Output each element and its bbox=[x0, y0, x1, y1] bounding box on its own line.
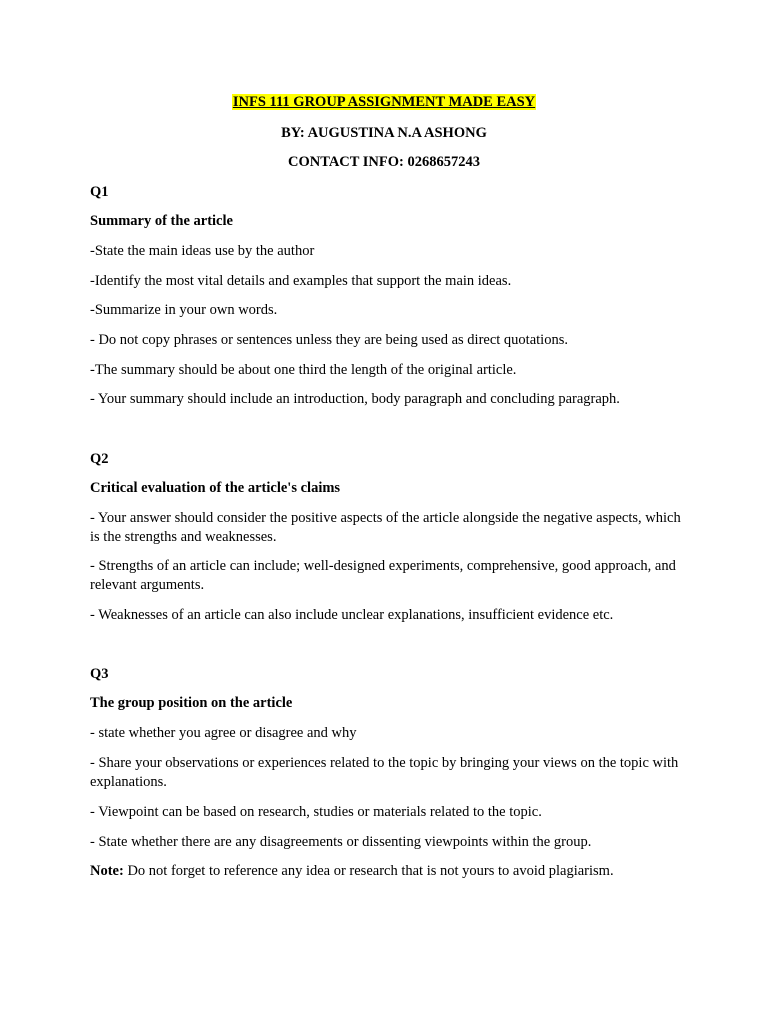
q1-point: - Do not copy phrases or sentences unless they are being used as direct quotations. bbox=[90, 332, 568, 348]
q2-label: Q2 bbox=[90, 451, 109, 467]
q1-point: -Identify the most vital details and examples that support the main ideas. bbox=[90, 273, 512, 289]
q1-point: -State the main ideas use by the author bbox=[90, 243, 315, 259]
q2-point: - Weaknesses of an article can also include unclear explanations, insufficient evidence etc. bbox=[90, 607, 614, 623]
q3-point: - Share your observations or experiences related to the topic by bringing your views on the topic with explanations. bbox=[90, 755, 679, 790]
q1-label: Q1 bbox=[90, 184, 109, 200]
q2-heading: Critical evaluation of the article's claims bbox=[90, 480, 341, 496]
q3-point: - Viewpoint can be based on research, studies or materials related to the topic. bbox=[90, 804, 542, 820]
document-title-text: INFS 111 GROUP ASSIGNMENT MADE EASY bbox=[232, 94, 536, 110]
q3-point: - State whether there are any disagreements or dissenting viewpoints within the group. bbox=[90, 834, 592, 850]
q3-point: - state whether you agree or disagree and why bbox=[90, 725, 357, 741]
q1-heading: Summary of the article bbox=[90, 213, 233, 229]
q3-note bbox=[90, 862, 682, 881]
q1-point: - Your summary should include an introduction, body paragraph and concluding paragraph. bbox=[90, 391, 620, 407]
q2-point: - Your answer should consider the positive aspects of the article alongside the negative aspects, which is the strengths and weaknesses. bbox=[90, 510, 681, 545]
document-author: BY: AUGUSTINA N.A ASHONG bbox=[281, 125, 487, 141]
q3-note-label: Note: bbox=[90, 863, 124, 879]
document-title bbox=[0, 93, 768, 112]
q1-point: -The summary should be about one third the length of the original article. bbox=[90, 362, 517, 378]
q3-heading: The group position on the article bbox=[90, 695, 293, 711]
q3-label: Q3 bbox=[90, 666, 109, 682]
q1-point: -Summarize in your own words. bbox=[90, 302, 278, 318]
q2-point: - Strengths of an article can include; well-designed experiments, comprehensive, good approach, and relevant arguments. bbox=[90, 558, 676, 593]
document-contact: CONTACT INFO: 0268657243 bbox=[288, 154, 480, 170]
q3-note-text: Do not forget to reference any idea or research that is not yours to avoid plagiarism. bbox=[123, 863, 614, 879]
